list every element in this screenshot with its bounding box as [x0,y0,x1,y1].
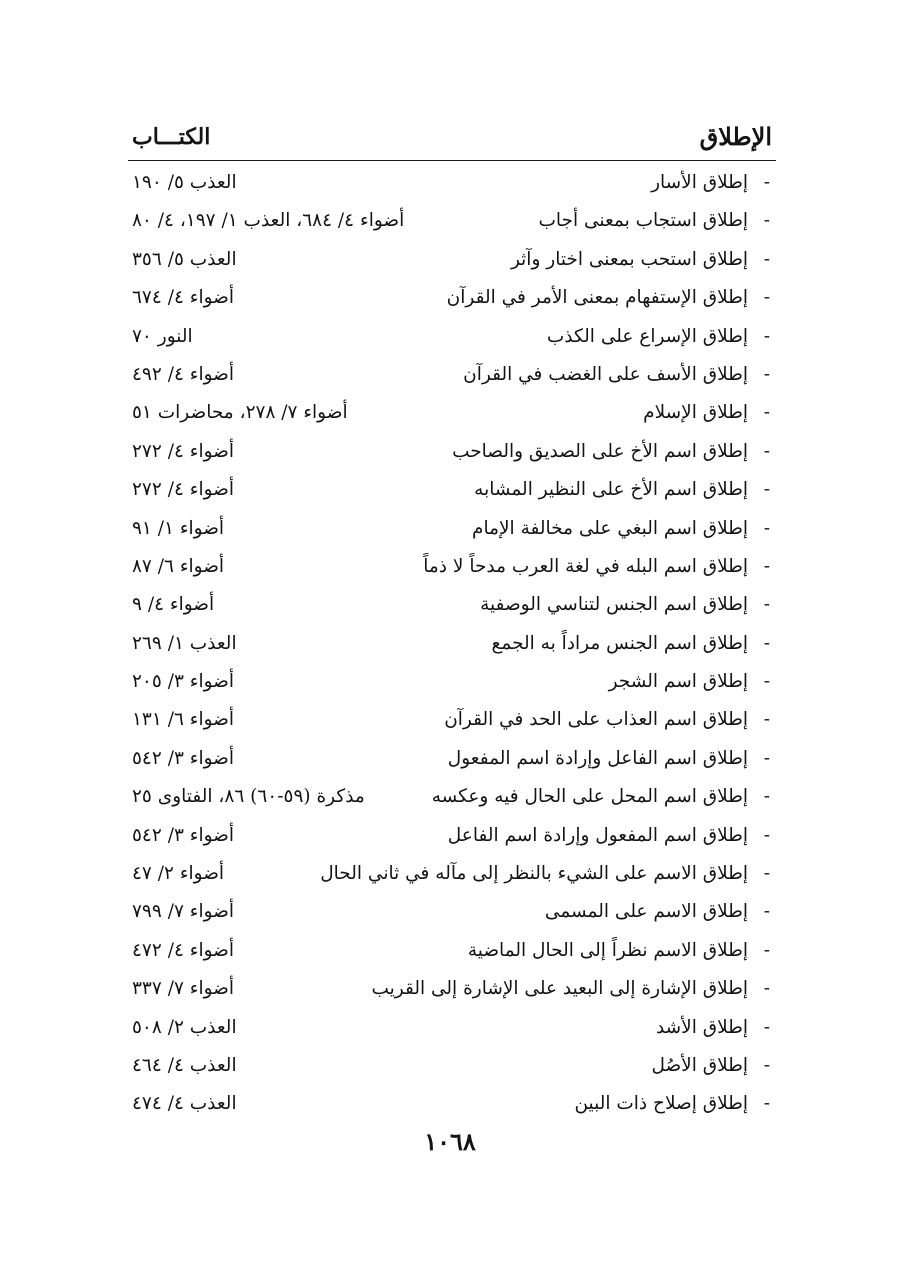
entry-term: إطلاق اسم الأخ على الصديق والصاحب [452,440,748,462]
index-entry [0,241,900,279]
index-entry [0,663,900,701]
entry-dash: - [763,363,770,385]
entry-term: إطلاق الإستفهام بمعنى الأمر في القرآن [446,287,748,309]
index-entry [0,548,900,586]
entry-reference: أضواء ٤/ ٦٧٤ [132,287,235,309]
index-entry [0,970,900,1008]
index-entry [0,701,900,739]
entry-term: إطلاق اسم البغي على مخالفة الإمام [472,517,748,539]
entry-dash: - [763,901,770,923]
entry-dash: - [763,632,770,654]
index-entry [0,279,900,317]
entry-dash: - [763,210,770,232]
entry-reference: أضواء ٤/ ٤٩٢ [132,363,235,385]
entry-reference: أضواء ٦/ ٨٧ [132,555,225,577]
entry-dash: - [763,287,770,309]
index-entry [0,433,900,471]
index-entries [0,164,900,1124]
entry-reference: مذكرة (٥٩-٦٠) ٨٦، الفتاوى ٢٥ [132,786,365,808]
entry-dash: - [763,325,770,347]
entry-dash: - [763,1093,770,1115]
index-entry [0,356,900,394]
entry-reference: أضواء ٦/ ١٣١ [132,709,235,731]
entry-reference: أضواء ٤/ ٦٨٤، العذب ١/ ١٩٧، ٤/ ٨٠ [132,210,405,232]
entry-term: إطلاق الإسلام [643,402,748,424]
entry-dash: - [763,402,770,424]
entry-term: إطلاق اسم الجنس مراداً به الجمع [491,632,748,654]
entry-reference: أضواء ٧/ ٧٩٩ [132,901,235,923]
index-entry [0,1047,900,1085]
entry-term: إطلاق الأصُل [651,1054,748,1076]
index-entry [0,1085,900,1123]
entry-reference: أضواء ٤/ ٢٧٢ [132,479,235,501]
entry-dash: - [763,824,770,846]
entry-term: إطلاق اسم العذاب على الحد في القرآن [444,709,748,731]
index-entry [0,586,900,624]
index-entry [0,817,900,855]
entry-term: إطلاق اسم المفعول وإرادة اسم الفاعل [447,824,748,846]
entry-dash: - [763,248,770,270]
entry-reference: أضواء ١/ ٩١ [132,517,225,539]
entry-reference: العذب ٥/ ٣٥٦ [132,248,237,270]
header-title: الإطلاق [699,122,772,151]
index-entry [0,740,900,778]
index-entry [0,510,900,548]
index-entry [0,625,900,663]
entry-reference: أضواء ٤/ ٤٧٢ [132,939,235,961]
entry-reference: أضواء ٧/ ٣٣٧ [132,978,235,1000]
entry-dash: - [763,786,770,808]
index-entry [0,202,900,240]
entry-dash: - [763,1054,770,1076]
entry-term: إطلاق اسم البله في لغة العرب مدحاً لا ذماً [423,555,748,577]
entry-dash: - [763,555,770,577]
header-label: الكتـــاب [132,124,211,150]
entry-term: إطلاق اسم الفاعل وإرادة اسم المفعول [447,747,748,769]
entry-term: إطلاق الاسم على المسمى [544,901,748,923]
entry-dash: - [763,709,770,731]
index-entry [0,1009,900,1047]
entry-dash: - [763,517,770,539]
index-entry [0,893,900,931]
entry-reference: العذب ١/ ٢٦٩ [132,632,237,654]
entry-term: إطلاق الاسم نظراً إلى الحال الماضية [467,939,748,961]
entry-term: إطلاق إصلاح ذات البين [574,1093,748,1115]
entry-term: إطلاق اسم الأخ على النظير المشابه [474,479,748,501]
entry-reference: العذب ٤/ ٤٦٤ [132,1054,237,1076]
entry-term: إطلاق الأشد [655,1016,748,1038]
entry-dash: - [763,440,770,462]
index-entry [0,932,900,970]
entry-term: إطلاق الأسف على الغضب في القرآن [463,363,748,385]
index-entry [0,471,900,509]
entry-term: إطلاق الإسراع على الكذب [546,325,748,347]
entry-reference: العذب ٢/ ٥٠٨ [132,1016,237,1038]
entry-dash: - [763,172,770,193]
running-header [128,112,776,161]
entry-reference: النور ٧٠ [132,325,193,347]
entry-reference: العذب ٥/ ١٩٠ [132,172,237,193]
index-entry [0,855,900,893]
entry-reference: العذب ٤/ ٤٧٤ [132,1093,237,1115]
entry-term: إطلاق اسم المحل على الحال فيه وعكسه [431,786,748,808]
entry-reference: أضواء ٤/ ٢٧٢ [132,440,235,462]
index-entry [0,778,900,816]
entry-dash: - [763,594,770,616]
entry-dash: - [763,671,770,693]
index-entry [0,318,900,356]
entry-dash: - [763,747,770,769]
entry-dash: - [763,978,770,1000]
entry-reference: أضواء ٣/ ٢٠٥ [132,671,235,693]
page-number: ١٠٦٨ [424,1127,476,1156]
entry-reference: أضواء ٢/ ٤٧ [132,863,225,885]
entry-reference: أضواء ٤/ ٩ [132,594,215,616]
entry-reference: أضواء ٣/ ٥٤٢ [132,747,235,769]
entry-dash: - [763,1016,770,1038]
entry-term: إطلاق استجاب بمعنى أجاب [538,210,748,232]
entry-term: إطلاق الاسم على الشيء بالنظر إلى مآله في ثاني الحال [320,863,748,885]
index-entry [0,164,900,202]
entry-term: إطلاق استحب بمعنى اختار وآثر [510,248,748,270]
entry-term: إطلاق الإشارة إلى البعيد على الإشارة إلى القريب [371,978,748,1000]
entry-term: إطلاق اسم الشجر [608,671,748,693]
entry-term: إطلاق الأسار [651,172,748,193]
entry-dash: - [763,939,770,961]
entry-reference: أضواء ٣/ ٥٤٢ [132,824,235,846]
index-entry [0,394,900,432]
entry-dash: - [763,479,770,501]
entry-dash: - [763,863,770,885]
entry-term: إطلاق اسم الجنس لتناسي الوصفية [480,594,748,616]
entry-reference: أضواء ٧/ ٢٧٨، محاضرات ٥١ [132,402,348,424]
